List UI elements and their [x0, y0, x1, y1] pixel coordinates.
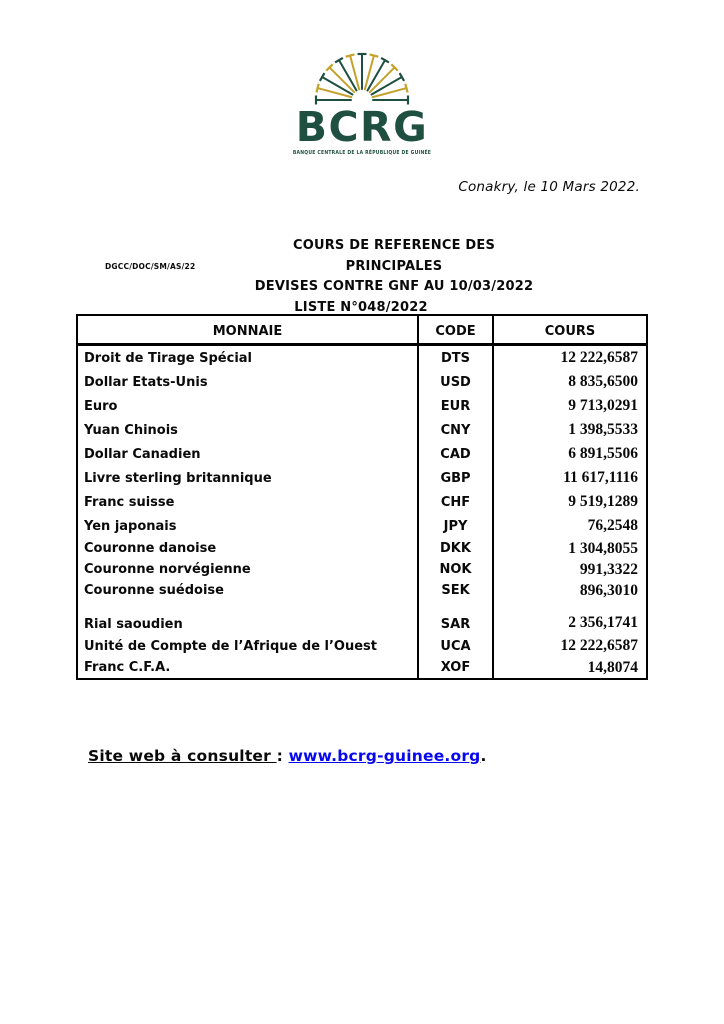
cours-cell: 896,3010: [579, 581, 638, 599]
bcrg-logo: [272, 48, 452, 156]
monnaie-cell: Droit de Tirage Spécial: [84, 350, 253, 366]
cours-cell: 1 304,8055: [568, 539, 638, 557]
table-row: [78, 394, 646, 418]
table-row: [78, 346, 646, 370]
title-line-1: COURS DE REFERENCE DES PRINCIPALES: [292, 238, 496, 274]
code-cell: UCA: [417, 635, 494, 657]
table-row: [78, 538, 646, 559]
code-cell: CAD: [417, 442, 494, 466]
cours-cell: 14,8074: [587, 658, 638, 676]
table-row: [78, 442, 646, 466]
code-cell: JPY: [417, 514, 494, 538]
header-code: CODE: [417, 316, 494, 343]
header-monnaie: MONNAIE: [212, 324, 283, 339]
monnaie-cell: Couronne suédoise: [84, 583, 224, 598]
table-row: [78, 580, 646, 601]
table-row: [78, 514, 646, 538]
code-cell: SAR: [417, 601, 494, 635]
cours-cell: 6 891,5506: [568, 445, 638, 462]
logo-text: BCRG: [295, 103, 429, 151]
website-link[interactable]: www.bcrg-guinee.org: [288, 747, 481, 765]
cours-cell: 12 222,6587: [560, 637, 638, 654]
code-cell: SEK: [417, 580, 494, 601]
table-body: [78, 346, 646, 678]
code-cell: DKK: [417, 538, 494, 559]
document-title: [243, 236, 545, 318]
code-cell: CNY: [417, 418, 494, 442]
table-row: [78, 635, 646, 657]
table-row: [78, 466, 646, 490]
cours-cell: 1 398,5533: [568, 421, 638, 438]
title-line-2: DEVISES CONTRE GNF AU 10/03/2022: [254, 279, 534, 294]
monnaie-cell: Unité de Compte de l’Afrique de l’Ouest: [84, 638, 378, 654]
exchange-rates-table: [76, 314, 648, 680]
table-row: [78, 657, 646, 678]
footer-period: .: [480, 747, 487, 765]
monnaie-cell: Couronne danoise: [84, 541, 217, 556]
code-cell: USD: [417, 370, 494, 394]
website-label: Site web à consulter: [88, 747, 277, 765]
cours-cell: 8 835,6500: [568, 373, 638, 390]
monnaie-cell: Yen japonais: [84, 518, 177, 534]
header-cours: COURS: [544, 324, 596, 339]
table-row: [78, 490, 646, 514]
date-line: Conakry, le 10 Mars 2022.: [458, 179, 640, 195]
logo-subtext: BANQUE CENTRALE DE LA RÉPUBLIQUE DE GUINÉE: [292, 150, 432, 156]
monnaie-cell: Rial saoudien: [84, 617, 183, 632]
cours-cell: 76,2548: [587, 517, 638, 534]
monnaie-cell: Euro: [84, 398, 118, 414]
monnaie-cell: Franc suisse: [84, 494, 175, 510]
cours-cell: 12 222,6587: [560, 349, 638, 366]
cours-cell: 9 519,1289: [568, 493, 638, 510]
code-cell: EUR: [417, 394, 494, 418]
monnaie-cell: Couronne norvégienne: [84, 562, 251, 577]
monnaie-cell: Dollar Etats-Unis: [84, 374, 208, 390]
monnaie-cell: Franc C.F.A.: [84, 660, 171, 675]
cours-cell: 9 713,0291: [568, 397, 638, 414]
table-row: [78, 418, 646, 442]
code-cell: NOK: [417, 559, 494, 580]
code-cell: GBP: [417, 466, 494, 490]
monnaie-cell: Yuan Chinois: [84, 422, 178, 438]
table-row: [78, 601, 646, 635]
code-cell: XOF: [417, 657, 494, 678]
table-row: [78, 370, 646, 394]
cours-cell: 2 356,1741: [568, 614, 638, 631]
title-line-3: LISTE N°048/2022: [294, 299, 428, 315]
reference-code: DGCC/DOC/SM/AS/22: [105, 262, 196, 271]
monnaie-cell: Livre sterling britannique: [84, 470, 272, 486]
logo-rays-icon: [307, 48, 417, 106]
code-cell: CHF: [417, 490, 494, 514]
footer-separator: :: [276, 747, 289, 765]
footer: [88, 747, 487, 765]
table-header-row: [78, 316, 646, 346]
table-row: [78, 559, 646, 580]
code-cell: DTS: [417, 346, 494, 370]
cours-cell: 991,3322: [579, 560, 638, 578]
monnaie-cell: Dollar Canadien: [84, 446, 201, 462]
cours-cell: 11 617,1116: [563, 469, 638, 486]
